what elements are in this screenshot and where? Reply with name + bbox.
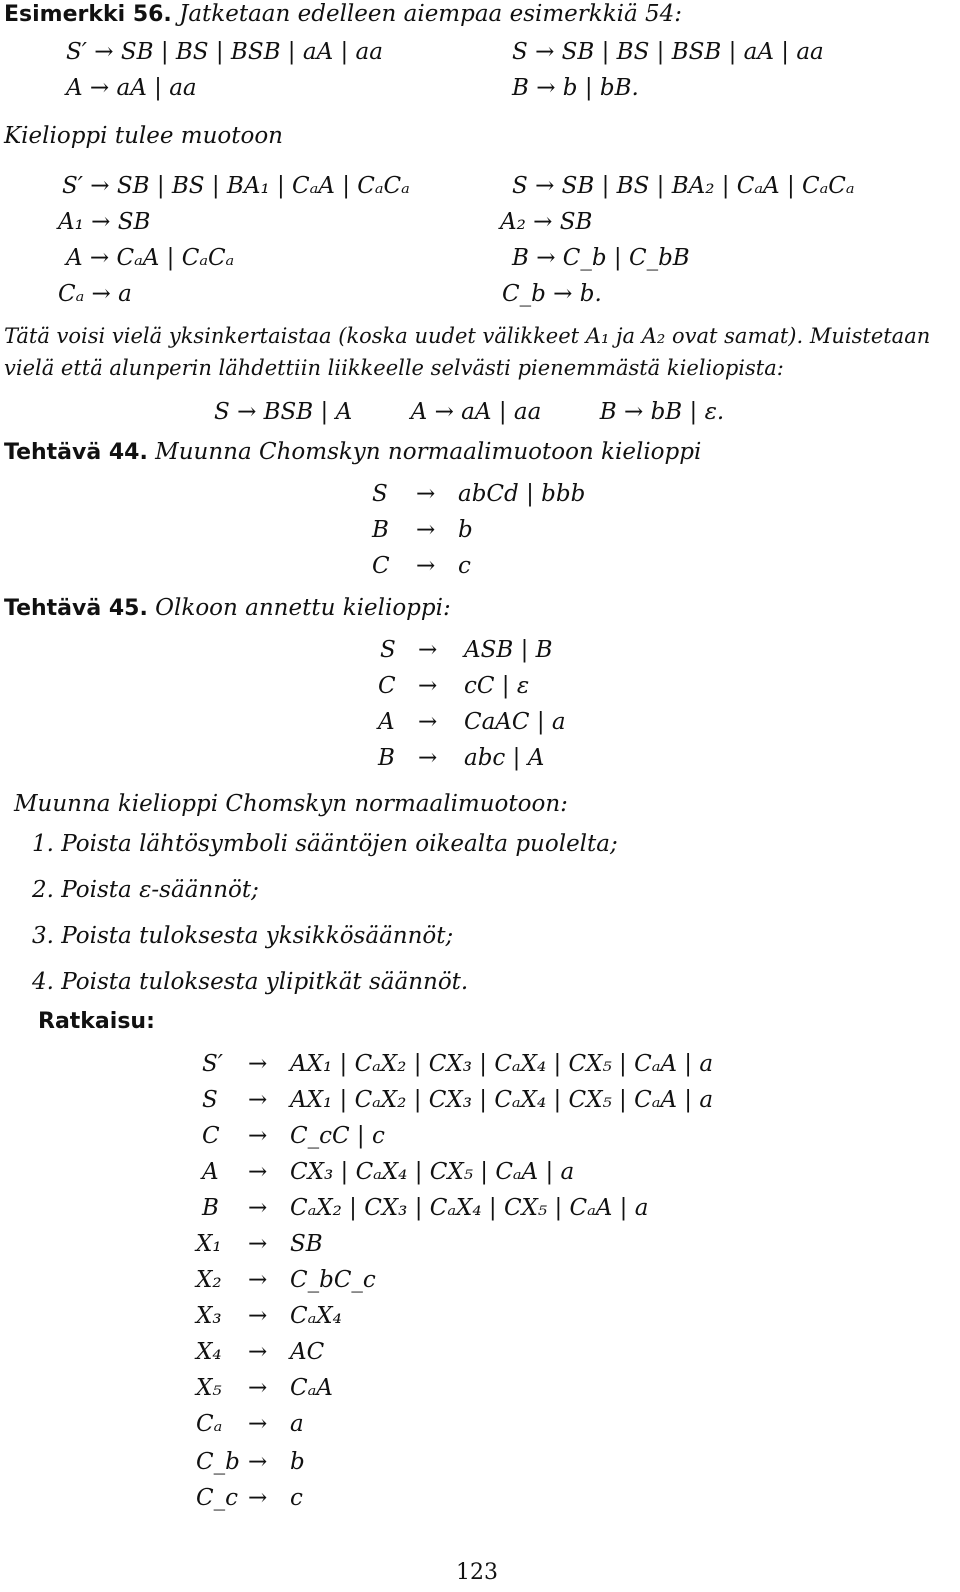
sol-rule3-rhs: C_cC | c (290, 1123, 385, 1149)
sol-rule5-lhs: B (202, 1195, 219, 1221)
grammar1-row2-left: A → aA | aa (66, 75, 197, 101)
sol-rule11-arrow: → (248, 1411, 268, 1437)
sol-rule2-lhs: S (202, 1087, 218, 1113)
t45-step-4: 4. Poista tuloksesta ylipitkät säännöt. (32, 969, 469, 995)
t45-rule1-arrow: → (418, 637, 438, 663)
example-text: Jatketaan edelleen aiempaa esimerkkiä 54: (179, 1, 683, 27)
example-56-mid-text: Kielioppi tulee muotoon (4, 123, 283, 149)
sol-rule7-arrow: → (248, 1267, 268, 1293)
sol-rule1-arrow: → (248, 1051, 268, 1077)
sol-rule9-arrow: → (248, 1339, 268, 1365)
grammar2-row3-right: B → C_b | C_bB (512, 245, 690, 271)
grammar2-row1-left: S′ → SB | BS | BA₁ | CₐA | CₐCₐ (62, 173, 410, 199)
t45-step-3: 3. Poista tuloksesta yksikkösäännöt; (32, 923, 454, 949)
grammar2-row1-right: S → SB | BS | BA₂ | CₐA | CₐCₐ (512, 173, 855, 199)
t45-rule2-rhs: cC | ε (464, 673, 530, 699)
task-44-text: Muunna Chomskyn normaalimuotoon kielioppi (155, 439, 702, 465)
t45-step-1: 1. Poista lähtösymboli sääntöjen oikealta puolelta; (32, 831, 618, 857)
sol-rule2-rhs: AX₁ | CₐX₂ | CX₃ | CₐX₄ | CX₅ | CₐA | a (290, 1087, 714, 1113)
sol-rule5-rhs: CₐX₂ | CX₃ | CₐX₄ | CX₅ | CₐA | a (290, 1195, 649, 1221)
example-56-heading (4, 0, 682, 29)
sol-rule13-rhs: c (290, 1485, 303, 1511)
sol-rule6-lhs: X₁ (196, 1231, 222, 1257)
t44-rule3-rhs: c (458, 553, 471, 579)
t45-rule1-rhs: ASB | B (464, 637, 553, 663)
small-grammar: S → BSB | A A → aA | aa B → bB | ε. (214, 399, 725, 425)
t44-rule2-arrow: → (416, 517, 436, 543)
t45-step-2: 2. Poista ε-säännöt; (32, 877, 259, 903)
grammar2-row2-right: A₂ → SB (500, 209, 593, 235)
sol-rule7-lhs: X₂ (196, 1267, 222, 1293)
grammar1-row2-right: B → b | bB. (512, 75, 639, 101)
sol-rule4-lhs: A (202, 1159, 219, 1185)
sol-rule3-arrow: → (248, 1123, 268, 1149)
sol-rule2-arrow: → (248, 1087, 268, 1113)
t45-rule4-lhs: B (378, 745, 395, 771)
page-number: 123 (456, 1560, 498, 1585)
solution-label: Ratkaisu: (38, 1009, 155, 1034)
t45-instruction: Muunna kielioppi Chomskyn normaalimuotoon: (14, 791, 568, 817)
t45-rule2-lhs: C (378, 673, 396, 699)
sol-rule10-arrow: → (248, 1375, 268, 1401)
t45-rule3-arrow: → (418, 709, 438, 735)
sol-rule6-arrow: → (248, 1231, 268, 1257)
sol-rule1-lhs: S′ (202, 1051, 223, 1077)
sol-rule13-lhs: C_c (196, 1485, 238, 1511)
sol-rule12-arrow: → (248, 1449, 268, 1475)
sol-rule1-rhs: AX₁ | CₐX₂ | CX₃ | CₐX₄ | CX₅ | CₐA | a (290, 1051, 714, 1077)
t44-rule1-lhs: S (372, 481, 388, 507)
t44-rule1-rhs: abCd | bbb (458, 481, 586, 507)
grammar2-row4-right: C_b → b. (502, 281, 602, 307)
example-label: Esimerkki 56. (4, 2, 172, 27)
t45-rule2-arrow: → (418, 673, 438, 699)
sol-rule12-lhs: C_b (196, 1449, 240, 1475)
sol-rule6-rhs: SB (290, 1231, 323, 1257)
grammar2-row2-left: A₁ → SB (58, 209, 151, 235)
sol-rule4-arrow: → (248, 1159, 268, 1185)
t44-rule2-lhs: B (372, 517, 389, 543)
sol-rule12-rhs: b (290, 1449, 305, 1475)
t44-rule3-lhs: C (372, 553, 390, 579)
sol-rule10-lhs: X₅ (196, 1375, 222, 1401)
sol-rule4-rhs: CX₃ | CₐX₄ | CX₅ | CₐA | a (290, 1159, 575, 1185)
t45-rule3-rhs: CaAC | a (464, 709, 566, 735)
task-45-label: Tehtävä 45. (4, 596, 148, 621)
t44-rule3-arrow: → (416, 553, 436, 579)
sol-rule13-arrow: → (248, 1485, 268, 1511)
grammar1-row1-right: S → SB | BS | BSB | aA | aa (512, 39, 824, 65)
t44-rule1-arrow: → (416, 481, 436, 507)
sol-rule8-lhs: X₃ (196, 1303, 222, 1329)
sol-rule9-lhs: X₄ (196, 1339, 222, 1365)
sol-rule5-arrow: → (248, 1195, 268, 1221)
grammar1-row1-left: S′ → SB | BS | BSB | aA | aa (66, 39, 383, 65)
t45-rule4-arrow: → (418, 745, 438, 771)
sol-rule11-rhs: a (290, 1411, 304, 1437)
sol-rule8-rhs: CₐX₄ (290, 1303, 342, 1329)
t45-rule4-rhs: abc | A (464, 745, 545, 771)
t44-rule2-rhs: b (458, 517, 473, 543)
grammar2-row3-left: A → CₐA | CₐCₐ (66, 245, 235, 271)
grammar2-row4-left: Cₐ → a (58, 281, 132, 307)
sol-rule10-rhs: CₐA (290, 1375, 333, 1401)
task-44-heading (4, 438, 701, 467)
task-44-label: Tehtävä 44. (4, 440, 148, 465)
example-56-paragraph-line2: vielä että alunperin lähdettiin liikkeelle selvästi pienemmästä kieliopista: (4, 356, 784, 380)
sol-rule8-arrow: → (248, 1303, 268, 1329)
sol-rule11-lhs: Cₐ (196, 1411, 223, 1437)
t45-rule3-lhs: A (378, 709, 395, 735)
sol-rule3-lhs: C (202, 1123, 220, 1149)
task-45-heading (4, 594, 451, 623)
sol-rule9-rhs: AC (290, 1339, 325, 1365)
task-45-text: Olkoon annettu kielioppi: (155, 595, 451, 621)
t45-rule1-lhs: S (380, 637, 396, 663)
sol-rule7-rhs: C_bC_c (290, 1267, 376, 1293)
example-56-paragraph-line1: Tätä voisi vielä yksinkertaistaa (koska uudet välikkeet A₁ ja A₂ ovat samat). Muistetaan (4, 324, 931, 348)
